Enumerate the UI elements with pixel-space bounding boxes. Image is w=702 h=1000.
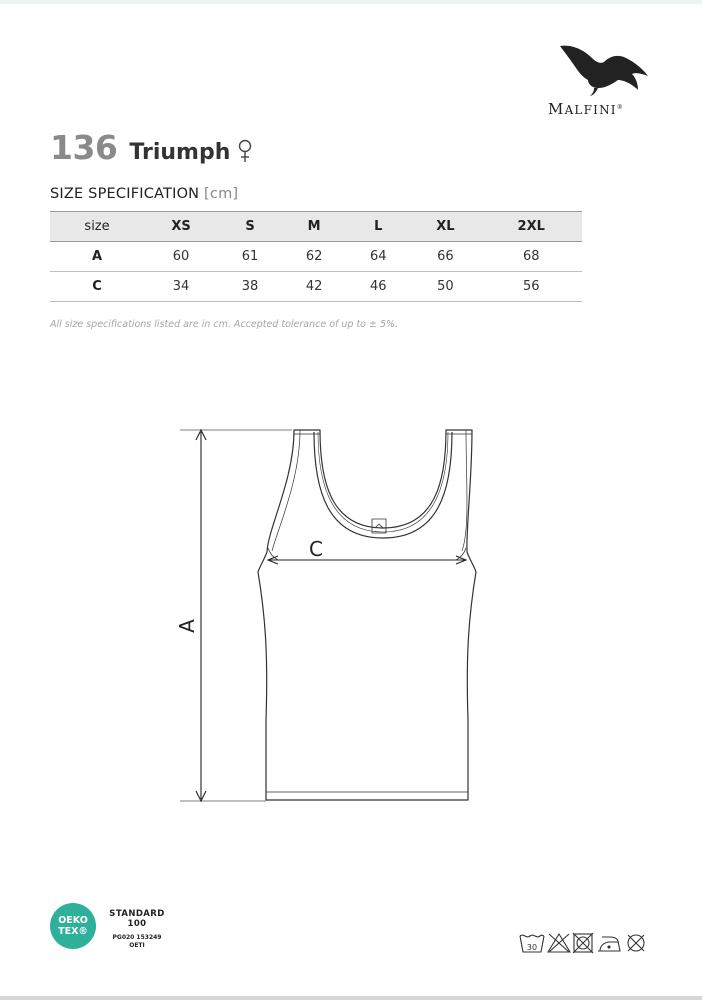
table-header-cell: XL bbox=[410, 212, 480, 242]
table-cell: 46 bbox=[346, 272, 410, 302]
measurement-c bbox=[268, 556, 466, 564]
table-header-row bbox=[50, 212, 582, 242]
table-cell: 62 bbox=[282, 242, 346, 272]
table-cell: 60 bbox=[144, 242, 218, 272]
table-header-cell: S bbox=[218, 212, 282, 242]
table-cell: 34 bbox=[144, 272, 218, 302]
product-number: 136 bbox=[50, 128, 118, 167]
table-cell: 68 bbox=[480, 242, 582, 272]
no-tumble-dry-icon bbox=[573, 933, 593, 953]
table-header-cell: L bbox=[346, 212, 410, 242]
oeko-cert-code: PG020 153249 bbox=[112, 934, 162, 941]
malfini-logo bbox=[548, 42, 658, 122]
size-spec-title: SIZE SPECIFICATION [cm] bbox=[50, 186, 239, 202]
table-cell: 61 bbox=[218, 242, 282, 272]
table-cell: 56 bbox=[480, 272, 582, 302]
svg-text:30: 30 bbox=[526, 943, 538, 952]
oeko-institute: OETI bbox=[129, 942, 145, 949]
tank-top-diagram bbox=[170, 420, 490, 820]
bottom-bar bbox=[0, 996, 702, 1000]
tank-top-outline bbox=[258, 430, 476, 800]
table-row bbox=[50, 242, 582, 272]
wash-30-icon bbox=[520, 935, 544, 952]
table-header-cell: 2XL bbox=[480, 212, 582, 242]
table-cell: 42 bbox=[282, 272, 346, 302]
product-name: Triumph bbox=[129, 140, 231, 165]
oeko-tex-logo: OEKO TEX® bbox=[50, 903, 96, 949]
tolerance-note: All size specifications listed are in cm. Accepted tolerance of up to ± 5%. bbox=[50, 319, 399, 330]
oeko-standard: STANDARD bbox=[109, 909, 165, 919]
brand-name: MALFINI® bbox=[548, 100, 624, 118]
female-icon bbox=[238, 139, 252, 163]
table-header-cell: size bbox=[50, 212, 144, 242]
table-row bbox=[50, 272, 582, 302]
table-cell: 38 bbox=[218, 272, 282, 302]
size-table bbox=[50, 211, 582, 302]
table-cell: 64 bbox=[346, 242, 410, 272]
table-cell: 66 bbox=[410, 242, 480, 272]
table-header-cell: M bbox=[282, 212, 346, 242]
iron-low-icon bbox=[598, 937, 620, 951]
top-bar bbox=[0, 0, 702, 4]
table-header-cell: XS bbox=[144, 212, 218, 242]
eagle-icon bbox=[558, 42, 650, 96]
no-dry-clean-icon bbox=[628, 935, 644, 951]
measurement-a bbox=[180, 430, 292, 801]
table-cell: 50 bbox=[410, 272, 480, 302]
product-title bbox=[50, 128, 252, 172]
oeko-standard-number: 100 bbox=[127, 919, 147, 929]
label-a: A bbox=[175, 619, 199, 633]
table-cell: C bbox=[50, 272, 144, 302]
table-cell: A bbox=[50, 242, 144, 272]
no-bleach-icon bbox=[548, 934, 570, 952]
care-symbols bbox=[518, 930, 654, 956]
label-c: C bbox=[309, 537, 323, 561]
